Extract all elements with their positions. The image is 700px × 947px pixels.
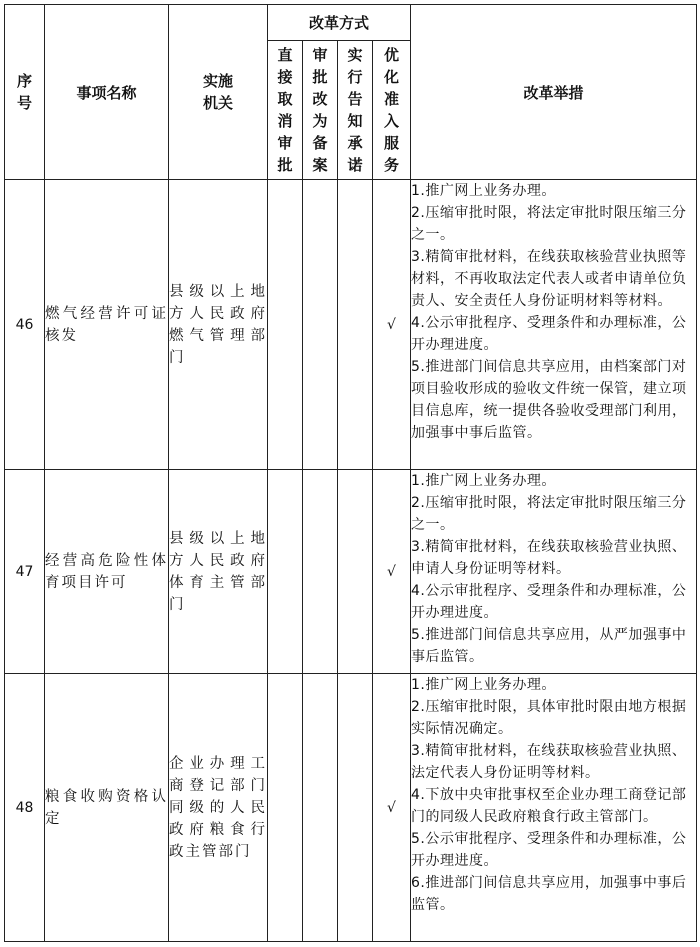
measure-item: 3.精简审批材料，在线获取核验营业执照等材料，不再收取法定代表人或者申请单位负责人、安全责任人身份证明材料等材料。 — [411, 249, 687, 309]
measure-item: 4.下放中央审批事权至企业办理工商登记部门的同级人民政府粮食行政主管部门。 — [411, 787, 687, 825]
table-row — [5, 180, 697, 470]
row-mark-notify — [338, 470, 373, 674]
measure-item: 3.精简审批材料，在线获取核验营业执照、法定代表人身份证明等材料。 — [411, 743, 687, 781]
header-mode-optimize-label: 优化准入服务 — [384, 46, 400, 174]
row-seq: 47 — [5, 470, 45, 674]
table-row — [5, 470, 697, 674]
measure-item: 2.压缩审批时限，具体审批时限由地方根据实际情况确定。 — [411, 699, 687, 737]
row-agency: 县级以上地方人民政府燃气管理部门 — [169, 180, 268, 470]
header-measures: 改革举措 — [411, 5, 697, 180]
row-mark-optimize: √ — [373, 180, 411, 470]
row-item-name: 经营高危险性体育项目许可 — [45, 470, 169, 674]
header-reform-mode: 改革方式 — [268, 5, 411, 41]
header-seq-label: 序号 — [17, 72, 33, 112]
measure-item: 1.推广网上业务办理。 — [411, 473, 556, 489]
header-mode-notify-label: 实行告知承诺 — [347, 46, 363, 174]
row-mark-cancel — [268, 470, 303, 674]
measure-item: 1.推广网上业务办理。 — [411, 677, 556, 693]
measure-item: 2.压缩审批时限，将法定审批时限压缩三分之一。 — [411, 205, 687, 243]
header-seq — [5, 5, 45, 180]
reform-measures-table — [4, 4, 697, 942]
row-mark-cancel — [268, 180, 303, 470]
row-mark-optimize: √ — [373, 470, 411, 674]
row-mark-filing — [303, 470, 338, 674]
header-mode-filing — [303, 41, 338, 180]
row-mark-cancel — [268, 674, 303, 942]
header-mode-cancel-label: 直接取消审批 — [277, 46, 293, 174]
row-seq: 46 — [5, 180, 45, 470]
row-measures — [411, 180, 697, 470]
measure-item: 5.推进部门间信息共享应用，由档案部门对项目验收形成的验收文件统一保管，建立项目信息库，统一提供各验收受理部门利用，加强事中事后监管。 — [411, 359, 687, 441]
row-mark-notify — [338, 180, 373, 470]
row-agency: 企业办理工商登记部门同级的人民政府粮食行政主管部门 — [169, 674, 268, 942]
row-mark-notify — [338, 674, 373, 942]
header-mode-filing-label: 审批改为备案 — [312, 46, 328, 174]
row-mark-filing — [303, 674, 338, 942]
measure-item: 4.公示审批程序、受理条件和办理标准，公开办理进度。 — [411, 583, 687, 621]
measure-item: 5.公示审批程序、受理条件和办理标准，公开办理进度。 — [411, 831, 687, 869]
header-row-top — [5, 5, 697, 41]
row-measures — [411, 674, 697, 942]
header-agency — [169, 5, 268, 180]
header-mode-optimize — [373, 41, 411, 180]
measure-item: 5.推进部门间信息共享应用，从严加强事中事后监管。 — [411, 627, 687, 665]
measure-item: 3.精简审批材料，在线获取核验营业执照、申请人身份证明等材料。 — [411, 539, 687, 577]
table-row — [5, 674, 697, 942]
row-mark-optimize: √ — [373, 674, 411, 942]
row-mark-filing — [303, 180, 338, 470]
measure-item: 6.推进部门间信息共享应用，加强事中事后监管。 — [411, 875, 687, 913]
row-item-name: 粮食收购资格认定 — [45, 674, 169, 942]
header-mode-notify — [338, 41, 373, 180]
header-mode-cancel — [268, 41, 303, 180]
row-item-name: 燃气经营许可证核发 — [45, 180, 169, 470]
measure-item: 4.公示审批程序、受理条件和办理标准，公开办理进度。 — [411, 315, 687, 353]
row-measures — [411, 470, 697, 674]
measure-item: 1.推广网上业务办理。 — [411, 183, 556, 199]
measure-item: 2.压缩审批时限，将法定审批时限压缩三分之一。 — [411, 495, 687, 533]
header-item-name: 事项名称 — [45, 5, 169, 180]
row-seq: 48 — [5, 674, 45, 942]
header-agency-label: 实施机关 — [202, 72, 233, 112]
row-agency: 县级以上地方人民政府体育主管部门 — [169, 470, 268, 674]
